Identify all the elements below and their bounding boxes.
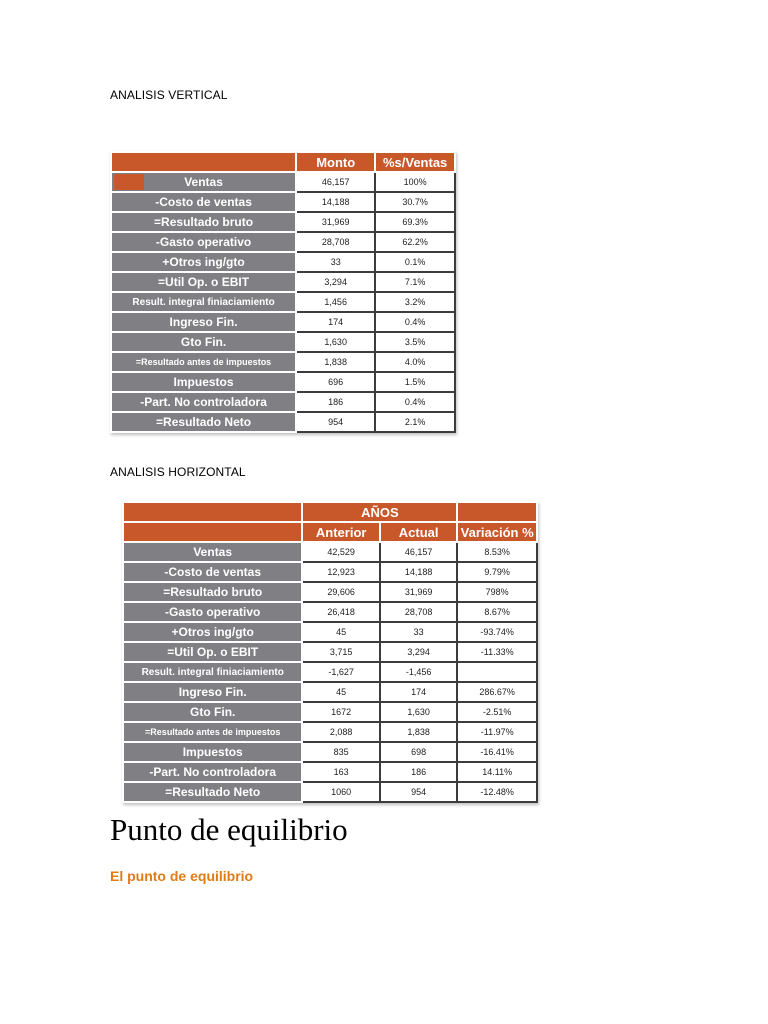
cell-anterior: -1,627 [302, 662, 380, 682]
column-header-anterior: Anterior [302, 522, 380, 542]
cell-anterior: 42,529 [302, 542, 380, 562]
cell-variacion: -11.97% [457, 722, 537, 742]
cell-actual: -1,456 [380, 662, 457, 682]
table-row [111, 372, 455, 392]
cell-actual: 14,188 [380, 562, 457, 582]
header-corner [457, 502, 537, 522]
row-label: Impuestos [111, 372, 296, 392]
cell-anterior: 12,923 [302, 562, 380, 582]
cell-pct: 0.4% [375, 312, 455, 332]
column-group-header-anos: AÑOS [302, 502, 457, 522]
row-label: =Util Op. o EBIT [111, 272, 296, 292]
header-corner [123, 502, 302, 522]
row-label: +Otros ing/gto [111, 252, 296, 272]
row-label: +Otros ing/gto [123, 622, 302, 642]
vertical-analysis-title: ANALISIS VERTICAL [110, 88, 228, 102]
row-label: -Costo de ventas [123, 562, 302, 582]
cell-actual: 33 [380, 622, 457, 642]
cell-variacion: -16.41% [457, 742, 537, 762]
row-label: -Costo de ventas [111, 192, 296, 212]
cell-anterior: 1060 [302, 782, 380, 802]
cell-variacion: -93.74% [457, 622, 537, 642]
row-label: =Resultado Neto [111, 412, 296, 432]
cell-actual: 46,157 [380, 542, 457, 562]
cell-pct: 2.1% [375, 412, 455, 432]
column-header-variacion: Variación % [457, 522, 537, 542]
cell-pct: 62.2% [375, 232, 455, 252]
table-row [123, 602, 537, 622]
cell-pct: 69.3% [375, 212, 455, 232]
row-label: =Resultado bruto [123, 582, 302, 602]
table-row [123, 542, 537, 562]
table-header-row [111, 152, 455, 172]
table-row [111, 192, 455, 212]
cell-monto: 3,294 [296, 272, 375, 292]
table-row [123, 762, 537, 782]
horizontal-analysis-title: ANALISIS HORIZONTAL [110, 465, 246, 479]
cell-actual: 954 [380, 782, 457, 802]
table-row [111, 172, 455, 192]
cell-anterior: 26,418 [302, 602, 380, 622]
cell-variacion: -2.51% [457, 702, 537, 722]
cell-actual: 698 [380, 742, 457, 762]
row-label: -Gasto operativo [111, 232, 296, 252]
table-row [123, 642, 537, 662]
table-row [111, 252, 455, 272]
row-label: =Util Op. o EBIT [123, 642, 302, 662]
row-label: Result. integral finiaciamiento [111, 292, 296, 312]
cell-variacion: 798% [457, 582, 537, 602]
cell-variacion: 8.53% [457, 542, 537, 562]
vertical-analysis-table [110, 151, 456, 433]
cell-anterior: 835 [302, 742, 380, 762]
cell-pct: 3.5% [375, 332, 455, 352]
cell-anterior: 45 [302, 622, 380, 642]
header-corner [123, 522, 302, 542]
cell-pct: 7.1% [375, 272, 455, 292]
table-row [111, 392, 455, 412]
row-label: -Gasto operativo [123, 602, 302, 622]
cell-actual: 174 [380, 682, 457, 702]
cell-anterior: 2,088 [302, 722, 380, 742]
cell-monto: 954 [296, 412, 375, 432]
row-label: -Part. No controladora [123, 762, 302, 782]
table-group-header-row [123, 502, 537, 522]
cell-monto: 46,157 [296, 172, 375, 192]
cell-anterior: 3,715 [302, 642, 380, 662]
cell-monto: 14,188 [296, 192, 375, 212]
cell-pct: 4.0% [375, 352, 455, 372]
cell-pct: 30.7% [375, 192, 455, 212]
subheading: El punto de equilibrio [110, 868, 254, 884]
cell-variacion: 286.67% [457, 682, 537, 702]
cell-actual: 31,969 [380, 582, 457, 602]
row-label: Ingreso Fin. [123, 682, 302, 702]
cell-variacion: 14.11% [457, 762, 537, 782]
column-header-actual: Actual [380, 522, 457, 542]
row-label: Ingreso Fin. [111, 312, 296, 332]
column-header-monto: Monto [296, 152, 375, 172]
cell-anterior: 1672 [302, 702, 380, 722]
cell-actual: 186 [380, 762, 457, 782]
table-row [111, 352, 455, 372]
cell-monto: 31,969 [296, 212, 375, 232]
table-row [123, 682, 537, 702]
table-row [123, 782, 537, 802]
table-row [123, 742, 537, 762]
cell-pct: 1.5% [375, 372, 455, 392]
cell-monto: 33 [296, 252, 375, 272]
table-row [111, 292, 455, 312]
cell-actual: 1,838 [380, 722, 457, 742]
row-label: =Resultado antes de impuestos [111, 352, 296, 372]
cell-monto: 1,630 [296, 332, 375, 352]
cell-actual: 28,708 [380, 602, 457, 622]
cell-monto: 1,456 [296, 292, 375, 312]
table-row [123, 662, 537, 682]
table-row [111, 232, 455, 252]
row-label: =Resultado Neto [123, 782, 302, 802]
table-row [111, 212, 455, 232]
horizontal-analysis-table [122, 501, 538, 803]
row-label: -Part. No controladora [111, 392, 296, 412]
cell-variacion: 8.67% [457, 602, 537, 622]
cell-anterior: 45 [302, 682, 380, 702]
row-label: Ventas [111, 172, 296, 192]
row-label: =Resultado bruto [111, 212, 296, 232]
table-row [123, 622, 537, 642]
accent-swatch [114, 174, 144, 190]
row-label: Ventas [123, 542, 302, 562]
row-label: Gto Fin. [111, 332, 296, 352]
cell-monto: 28,708 [296, 232, 375, 252]
cell-variacion: 9.79% [457, 562, 537, 582]
table-row [123, 562, 537, 582]
table-row [123, 702, 537, 722]
table-row [111, 312, 455, 332]
cell-variacion: -11.33% [457, 642, 537, 662]
column-header-pct-ventas: %s/Ventas [375, 152, 455, 172]
cell-pct: 0.1% [375, 252, 455, 272]
page-heading: Punto de equilibrio [110, 812, 348, 847]
cell-actual: 1,630 [380, 702, 457, 722]
cell-monto: 696 [296, 372, 375, 392]
row-label: =Resultado antes de impuestos [123, 722, 302, 742]
row-label: Gto Fin. [123, 702, 302, 722]
table-row [111, 332, 455, 352]
table-row [111, 272, 455, 292]
cell-monto: 186 [296, 392, 375, 412]
cell-monto: 1,838 [296, 352, 375, 372]
table-row [123, 582, 537, 602]
cell-pct: 3.2% [375, 292, 455, 312]
cell-anterior: 29,606 [302, 582, 380, 602]
cell-variacion [457, 662, 537, 682]
cell-actual: 3,294 [380, 642, 457, 662]
table-header-row [123, 522, 537, 542]
row-label: Impuestos [123, 742, 302, 762]
table-row [111, 412, 455, 432]
cell-variacion: -12.48% [457, 782, 537, 802]
cell-pct: 0.4% [375, 392, 455, 412]
table-row [123, 722, 537, 742]
cell-monto: 174 [296, 312, 375, 332]
header-corner [111, 152, 296, 172]
cell-anterior: 163 [302, 762, 380, 782]
cell-pct: 100% [375, 172, 455, 192]
row-label: Result. integral finiaciamiento [123, 662, 302, 682]
